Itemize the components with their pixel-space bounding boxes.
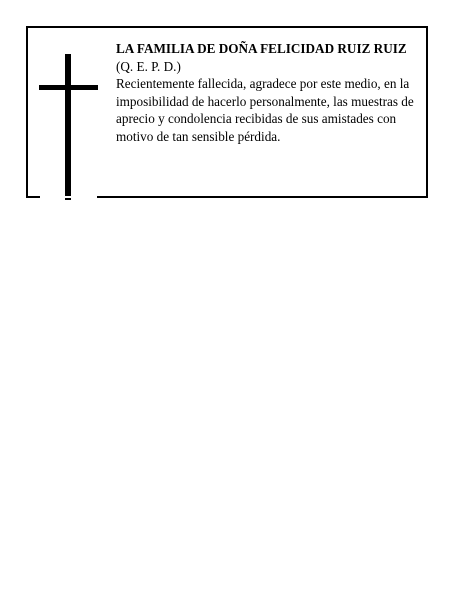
notice-text — [116, 40, 426, 145]
border-gap — [40, 196, 97, 198]
cross-horizontal-bar — [39, 85, 98, 90]
obituary-notice — [26, 26, 428, 198]
cross-icon — [28, 28, 108, 196]
notice-heading: LA FAMILIA DE DOÑA FELICIDAD RUIZ RUIZ — [116, 41, 407, 56]
notice-body: Recientemente fallecida, agradece por este medio, en la imposibilidad de hacerlo personalmente, las muestras de aprecio y condolencia recibidas de sus amistades con motivo de tan sensible pérdida. — [116, 76, 414, 144]
cross-vertical-bar — [65, 54, 71, 200]
notice-subheading: (Q. E. P. D.) — [116, 58, 181, 74]
